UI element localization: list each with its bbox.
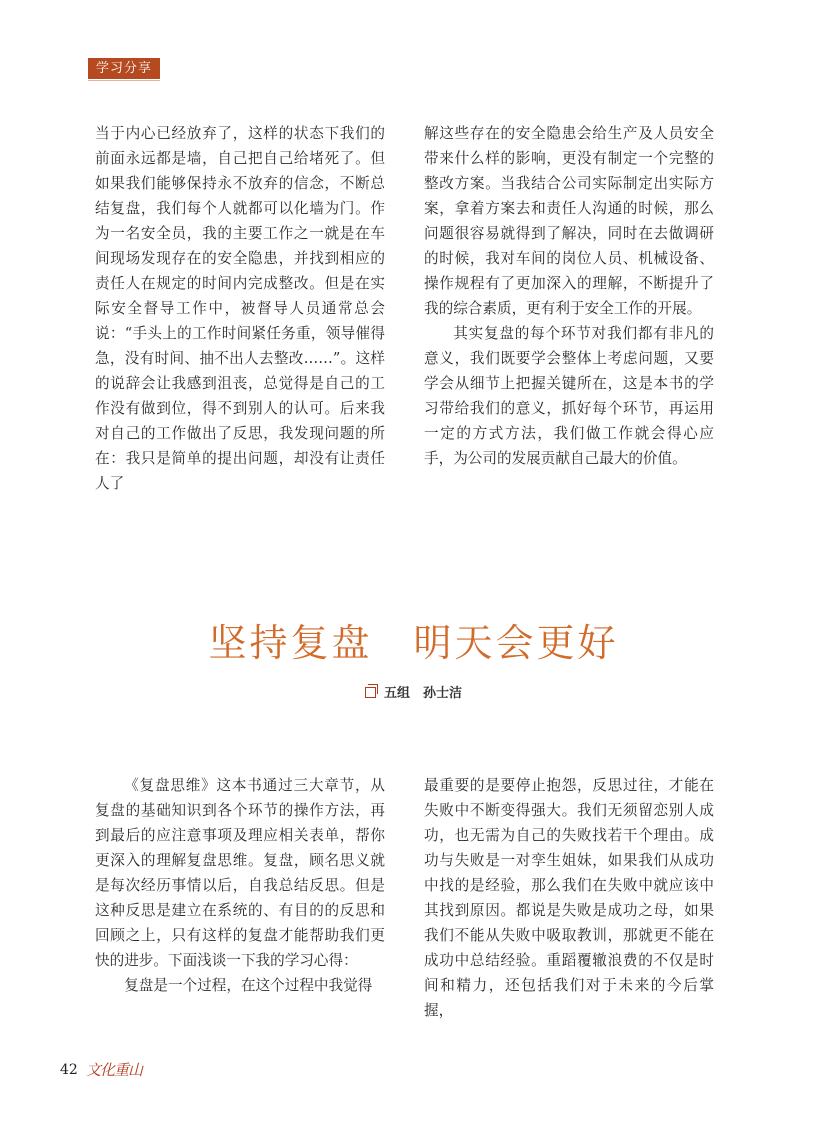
article-title: 坚持复盘 明天会更好 [208, 621, 619, 665]
article-column-right [424, 773, 714, 1023]
magazine-logo: 文化重山 [86, 1061, 143, 1079]
paragraph: 解这些存在的安全隐患会给生产及人员安全带来什么样的影响，更没有制定一个完整的整改方案。当我结合公司实际制定出实际方案，拿着方案去和责任人沟通的时候，那么问题很容易就得到了解决，同时在去做调研的时候，我对车间的岗位人员、机械设备、操作规程有了更加深入的理解，不断提升了我的综合素质，更有利于安全工作的开展。 [424, 125, 714, 317]
section-label: 学习分享 [88, 58, 160, 79]
author-name: 五组 孙士洁 [383, 686, 462, 701]
paragraph: 复盘是一个过程，在这个过程中我觉得 [124, 977, 373, 994]
paragraph: 当于内心已经放弃了，这样的状态下我们的前面永远都是墙，自己把自己给堵死了。但如果我们能够保持永不放弃的信念，不断总结复盘，我们每个人就都可以化墙为门。作为一名安全员，我的主要工作之一就是在车间现场发现存在的安全隐患，并找到相应的责任人在规定的时间内完成整改。但是在实际安全督导工作中，被督导人员通常总会说：“手头上的工作时间紧任务重，领导催得急，没有时间、抽不出人去整改……”。这样的说辞会让我感到沮丧，总觉得是自己的工作没有做到位，得不到别人的认可。后来我对自己的工作做出了反思，我发现问题的所在：我只是简单的提出问题，却没有让责任人了 [95, 125, 385, 492]
paragraph: 其实复盘的每个环节对我们都有非凡的意义，我们既要学会整体上考虑问题，又要学会从细节上把握关键所在，这是本书的学习带给我们的意义，抓好每个环节，再运用一定的方式方法，我们做工作就会得心应手，为公司的发展贡献自己最大的价值。 [424, 325, 714, 467]
article-column-left [95, 773, 385, 998]
paragraph: 最重要的是要停止抱怨，反思过往，才能在失败中不断变得强大。我们无须留恋别人成功，也无需为自己的失败找若干个理由。成功与失败是一对孪生姐妹，如果我们从成功中找的是经验，那么我们在失败中就应该中其找到原因。都说是失败是成功之母，如果我们不能从失败中吸取教训，那就更不能在成功中总结经验。重蹈覆辙浪费的不仅是时间和精力，还包括我们对于未来的今后掌握， [424, 777, 714, 1019]
prev-article-column-right [424, 121, 714, 471]
page-number: 42 [60, 1062, 78, 1078]
prev-article-column-left [95, 121, 385, 496]
square-bullet-icon [365, 687, 376, 698]
article-byline [0, 682, 827, 701]
section-divider [88, 80, 160, 81]
paragraph: 《复盘思维》这本书通过三大章节，从复盘的基础知识到各个环节的操作方法，再到最后的应注意事项及理应相关表单，帮你更深入的理解复盘思维。复盘，顾名思义就是每次经历事情以后，自我总结反思。但是这种反思是建立在系统的、有目的的反思和回顾之上，只有这样的复盘才能帮助我们更快的进步。下面浅谈一下我的学习心得： [95, 777, 385, 969]
